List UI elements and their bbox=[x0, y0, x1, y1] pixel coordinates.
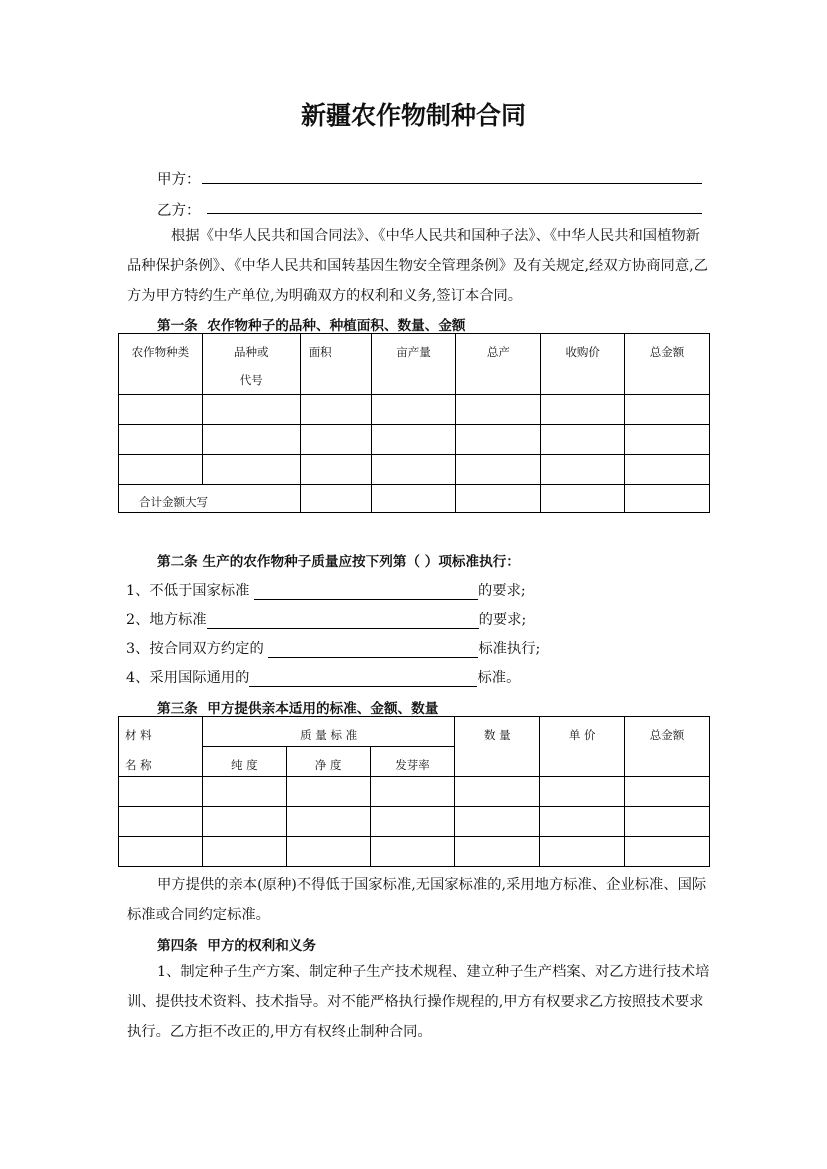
table-cell[interactable] bbox=[541, 425, 625, 455]
header-code: 代号 bbox=[239, 373, 263, 387]
header-cell bbox=[371, 334, 456, 395]
article4-clause1: 1、制定种子生产方案、制定种子生产技术规程、建立种子生产档案、对乙方进行技术培训、提供技术资料、技术指导。对不能严格执行操作规程的,甲方有权要求乙方按照技术要求执行。乙方拒不改正的,甲方有权终止制种合同。 bbox=[127, 964, 710, 1040]
header-quality-standard: 质 量 标 准 bbox=[300, 728, 358, 742]
table-cell[interactable] bbox=[455, 807, 540, 837]
option-suffix: 的要求; bbox=[478, 583, 526, 599]
header-cell bbox=[202, 717, 455, 747]
table-cell[interactable] bbox=[371, 455, 456, 485]
table-cell[interactable] bbox=[300, 395, 371, 425]
header-cell bbox=[625, 334, 710, 395]
header-cell bbox=[456, 334, 541, 395]
table-cell[interactable] bbox=[286, 837, 370, 867]
table-cell[interactable] bbox=[371, 425, 456, 455]
article1-heading bbox=[157, 314, 466, 334]
table-cell[interactable] bbox=[119, 455, 203, 485]
header-cell bbox=[300, 334, 371, 395]
header-cell bbox=[455, 717, 540, 777]
article1-number: 第一条 bbox=[157, 318, 198, 334]
table-cell[interactable] bbox=[625, 485, 710, 513]
option-suffix: 标准执行; bbox=[478, 641, 541, 657]
table-cell[interactable] bbox=[370, 837, 455, 867]
table-cell[interactable] bbox=[202, 837, 286, 867]
header-cell bbox=[625, 717, 710, 777]
article3-heading bbox=[157, 697, 438, 717]
table-cell[interactable] bbox=[625, 395, 710, 425]
option-label: 4、采用国际通用的 bbox=[126, 670, 250, 686]
header-cell bbox=[370, 747, 455, 777]
table-cell[interactable] bbox=[625, 455, 710, 485]
option-suffix: 标准。 bbox=[477, 670, 521, 686]
standard-blank-2[interactable] bbox=[207, 612, 479, 629]
table-cell[interactable] bbox=[455, 777, 540, 807]
header-cell bbox=[119, 334, 203, 395]
table-cell[interactable] bbox=[541, 395, 625, 425]
header-variety: 品种或 bbox=[234, 345, 269, 359]
header-area: 面积 bbox=[308, 345, 332, 359]
table-cell[interactable] bbox=[456, 425, 541, 455]
option-label: 1、不低于国家标准 bbox=[126, 583, 255, 599]
table-cell[interactable] bbox=[300, 485, 371, 513]
standard-option-2 bbox=[126, 609, 526, 629]
option-label: 2、地方标准 bbox=[126, 612, 207, 628]
table-cell[interactable] bbox=[202, 425, 300, 455]
header-yield: 亩产量 bbox=[396, 345, 431, 359]
header-material: 材 料 bbox=[125, 728, 152, 742]
total-label-cell bbox=[119, 485, 301, 513]
header-cell bbox=[202, 747, 286, 777]
table-cell[interactable] bbox=[456, 485, 541, 513]
table-cell[interactable] bbox=[370, 777, 455, 807]
header-purity: 纯 度 bbox=[230, 758, 258, 772]
header-crop-type: 农作物种类 bbox=[131, 345, 190, 359]
table-row bbox=[119, 837, 710, 867]
table-cell[interactable] bbox=[119, 395, 203, 425]
party-b-label: 乙方： bbox=[157, 203, 201, 219]
table-cell[interactable] bbox=[625, 837, 710, 867]
header-cell bbox=[286, 747, 370, 777]
table-cell[interactable] bbox=[456, 395, 541, 425]
table-cell[interactable] bbox=[540, 777, 625, 807]
header-purchase-price: 收购价 bbox=[565, 345, 600, 359]
table-header-row bbox=[119, 717, 710, 747]
article4-heading bbox=[157, 934, 316, 954]
page-title: 新疆农作物制种合同 bbox=[300, 101, 526, 130]
header-total-amount: 总金额 bbox=[649, 345, 685, 359]
header-name: 名 称 bbox=[125, 757, 152, 772]
table-row bbox=[119, 425, 710, 455]
table-cell[interactable] bbox=[625, 425, 710, 455]
standard-blank-1[interactable] bbox=[254, 583, 478, 600]
table-cell[interactable] bbox=[540, 837, 625, 867]
table-cell[interactable] bbox=[541, 455, 625, 485]
table-cell[interactable] bbox=[119, 777, 203, 807]
article2-heading: 第二条 生产的农作物种子质量应按下列第（ ）项标准执行： bbox=[157, 554, 520, 570]
article4-title: 甲方的权利和义务 bbox=[207, 938, 316, 954]
party-a-label: 甲方： bbox=[157, 172, 201, 188]
table-row bbox=[119, 807, 710, 837]
header-cell bbox=[540, 717, 625, 777]
table-cell[interactable] bbox=[625, 807, 710, 837]
table-header-row bbox=[119, 334, 710, 395]
table-row bbox=[119, 395, 710, 425]
table-cell[interactable] bbox=[455, 837, 540, 867]
total-amount-label: 合计金额大写 bbox=[139, 495, 208, 509]
header-total-amount: 总金额 bbox=[649, 728, 685, 742]
standard-blank-3[interactable] bbox=[268, 641, 478, 658]
option-suffix: 的要求; bbox=[478, 612, 527, 628]
header-germination: 发芽率 bbox=[395, 758, 430, 772]
table-row bbox=[119, 455, 710, 485]
header-cell bbox=[119, 717, 203, 747]
table-cell[interactable] bbox=[202, 455, 300, 485]
header-cell bbox=[119, 747, 203, 777]
table-cell[interactable] bbox=[202, 777, 286, 807]
table-cell[interactable] bbox=[119, 425, 203, 455]
standard-blank-4[interactable] bbox=[249, 670, 477, 687]
article3-table bbox=[118, 716, 710, 867]
table-cell[interactable] bbox=[300, 455, 371, 485]
table-cell[interactable] bbox=[202, 395, 300, 425]
table-cell[interactable] bbox=[286, 777, 370, 807]
table-cell[interactable] bbox=[300, 425, 371, 455]
table-cell[interactable] bbox=[119, 807, 203, 837]
table-cell[interactable] bbox=[286, 807, 370, 837]
table-cell[interactable] bbox=[371, 485, 456, 513]
party-a-field[interactable] bbox=[202, 183, 702, 184]
header-total-output: 总产 bbox=[486, 345, 510, 359]
table-row bbox=[119, 777, 710, 807]
option-label: 3、按合同双方约定的 bbox=[126, 641, 269, 657]
header-quantity: 数 量 bbox=[483, 728, 511, 742]
table-cell[interactable] bbox=[540, 807, 625, 837]
table-cell[interactable] bbox=[456, 455, 541, 485]
header-cell bbox=[202, 334, 300, 395]
table-cell[interactable] bbox=[625, 777, 710, 807]
article3-number: 第三条 bbox=[157, 701, 198, 717]
table-cell[interactable] bbox=[371, 395, 456, 425]
table-cell[interactable] bbox=[541, 485, 625, 513]
standard-option-4 bbox=[126, 667, 520, 687]
preamble-paragraph: 根据《中华人民共和国合同法》、《中华人民共和国种子法》、《中华人民共和国植物新品种保护条例》、《中华人民共和国转基因生物安全管理条例》及有关规定,经双方协商同意,乙方为甲方特约生产单位,为明确双方的权利和义务,签订本合同。 bbox=[127, 228, 708, 304]
article1-table bbox=[118, 333, 710, 513]
table-cell[interactable] bbox=[119, 837, 203, 867]
header-cell bbox=[541, 334, 625, 395]
table-cell[interactable] bbox=[202, 807, 286, 837]
party-b-field[interactable] bbox=[207, 213, 702, 214]
article4-number: 第四条 bbox=[157, 938, 198, 954]
article1-title: 农作物种子的品种、种植面积、数量、金额 bbox=[207, 318, 466, 334]
table-total-row bbox=[119, 485, 710, 513]
header-unit-price: 单 价 bbox=[568, 728, 596, 742]
header-cleanliness: 净 度 bbox=[314, 758, 342, 772]
standard-option-3 bbox=[126, 638, 540, 658]
article3-note: 甲方提供的亲本(原种)不得低于国家标准,无国家标准的,采用地方标准、企业标准、国际标准或合同约定标准。 bbox=[127, 877, 707, 923]
table-cell[interactable] bbox=[370, 807, 455, 837]
article3-title: 甲方提供亲本适用的标准、金额、数量 bbox=[207, 701, 439, 717]
standard-option-1 bbox=[126, 580, 526, 600]
